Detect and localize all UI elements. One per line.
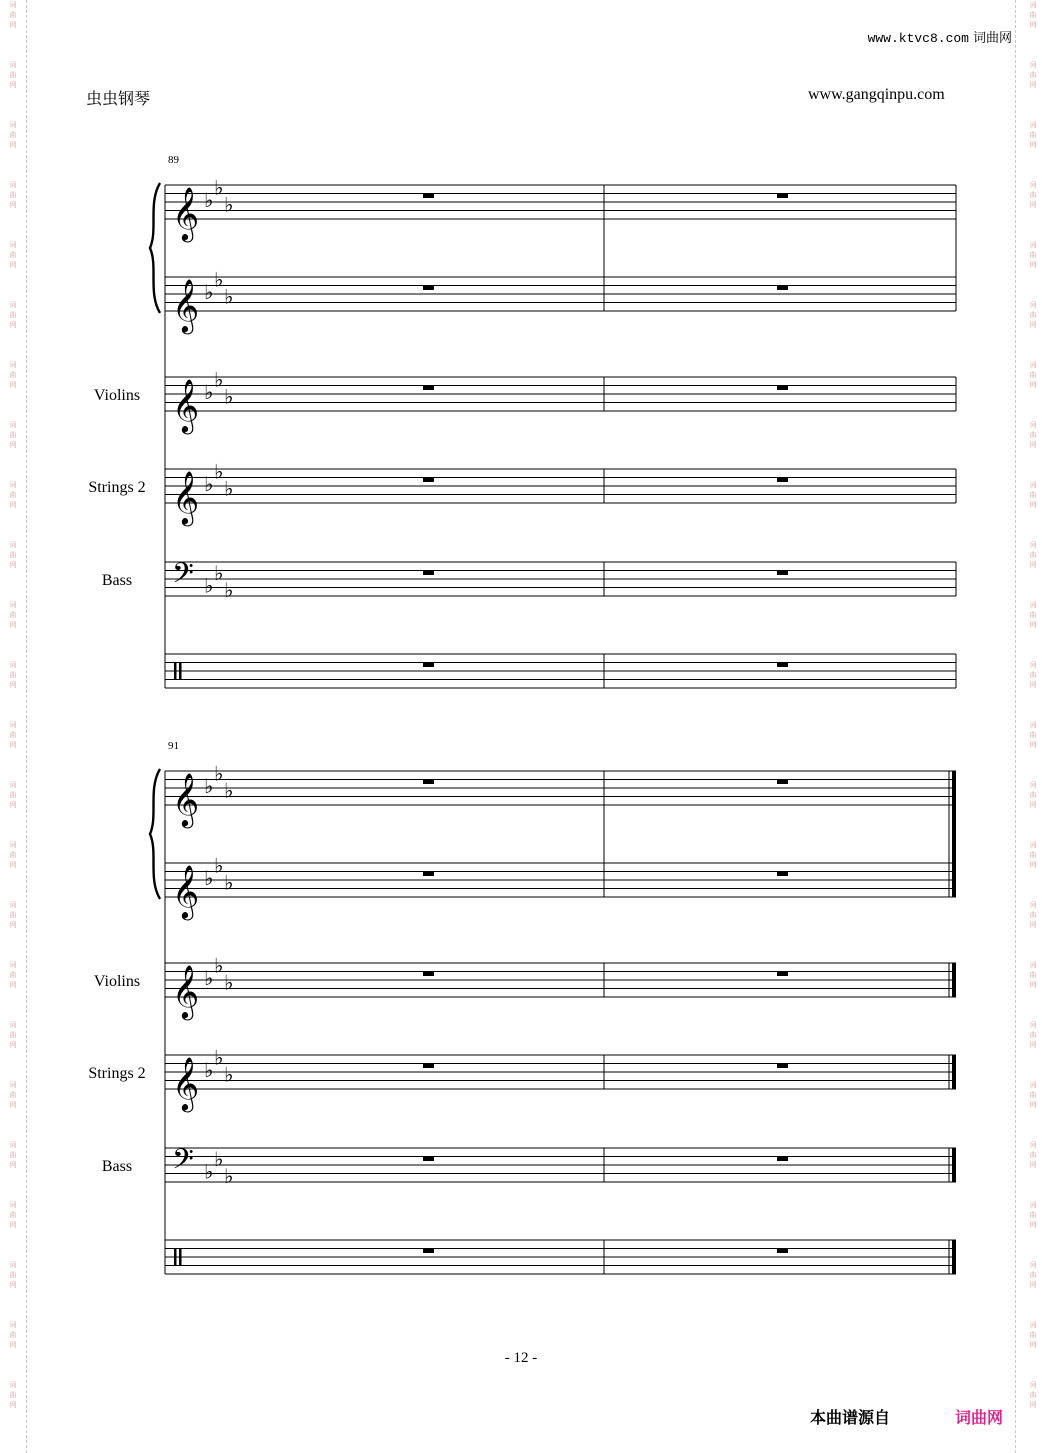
watermark-glyph-stack: 词 曲 网 <box>1029 721 1037 749</box>
whole-rest-icon <box>423 194 434 199</box>
flat-icon: ♭ <box>214 459 224 484</box>
watermark-glyph-stack: 词 曲 网 <box>9 241 17 269</box>
watermark-glyph-stack: 词 曲 网 <box>9 1021 17 1049</box>
flat-icon: ♭ <box>204 380 214 404</box>
whole-rest-icon <box>423 780 434 785</box>
watermark-glyph-stack: 词 曲 网 <box>9 361 17 389</box>
header-site-url: www.gangqinpu.com <box>808 86 945 103</box>
watermark-glyph-stack: 词 曲 网 <box>1029 1141 1037 1169</box>
flat-icon: ♭ <box>214 853 224 878</box>
whole-rest-icon <box>423 478 434 483</box>
watermark-glyph-stack: 词 曲 网 <box>1029 1261 1037 1289</box>
instrument-label: Strings 2 <box>88 1065 146 1082</box>
whole-rest-icon <box>423 571 434 576</box>
watermark-glyph-stack: 词 曲 网 <box>1029 661 1037 689</box>
piano-brace <box>150 769 160 899</box>
watermark-glyph-stack: 词 曲 网 <box>9 1081 17 1109</box>
flat-icon: ♭ <box>224 284 234 309</box>
whole-rest-icon <box>423 386 434 391</box>
treble-clef-icon: 𝄞 <box>172 964 200 1018</box>
whole-rest-icon <box>777 1157 788 1162</box>
final-barline-thick <box>952 963 956 997</box>
watermark-glyph-stack: 词 曲 网 <box>9 961 17 989</box>
watermark-glyph-stack: 词 曲 网 <box>1029 781 1037 809</box>
watermark-glyph-stack: 词 曲 网 <box>1029 961 1037 989</box>
flat-icon: ♭ <box>214 175 224 200</box>
final-barline-thick <box>952 771 956 897</box>
flat-icon: ♭ <box>224 476 234 501</box>
whole-rest-icon <box>423 1249 434 1254</box>
treble-clef-icon: 𝄞 <box>172 772 200 826</box>
whole-rest-icon <box>777 194 788 199</box>
percussion-clef-icon <box>179 1249 182 1266</box>
flat-icon: ♭ <box>224 870 234 895</box>
instrument-label: Bass <box>101 1158 133 1175</box>
flat-icon: ♭ <box>204 472 214 496</box>
watermark-glyph-stack: 词 曲 网 <box>1029 421 1037 449</box>
watermark-glyph-stack: 词 曲 网 <box>9 1381 17 1409</box>
watermark-glyph-stack: 词 曲 网 <box>9 541 17 569</box>
watermark-glyph-stack: 词 曲 网 <box>1029 361 1037 389</box>
flat-icon: ♭ <box>224 970 234 995</box>
watermark-glyph-stack: 词 曲 网 <box>1029 481 1037 509</box>
whole-rest-icon <box>423 286 434 291</box>
footer-brand: 词曲网 <box>955 1408 1004 1427</box>
watermark-glyph-stack: 词 曲 网 <box>1029 241 1037 269</box>
watermark-glyph-stack: 词 曲 网 <box>1029 901 1037 929</box>
whole-rest-icon <box>777 478 788 483</box>
watermark-glyph-stack: 词 曲 网 <box>1029 1021 1037 1049</box>
flat-icon: ♭ <box>204 1058 214 1082</box>
watermark-glyph-stack: 词 曲 网 <box>1029 601 1037 629</box>
whole-rest-icon <box>423 872 434 877</box>
piano-brace <box>150 183 160 313</box>
whole-rest-icon <box>423 1064 434 1069</box>
watermark-glyph-stack: 词 曲 网 <box>9 601 17 629</box>
watermark-glyph-stack: 词 曲 网 <box>9 421 17 449</box>
watermark-glyph-stack: 词 曲 网 <box>9 721 17 749</box>
header-site-title: 虫虫钢琴 <box>86 89 151 108</box>
whole-rest-icon <box>423 972 434 977</box>
flat-icon: ♭ <box>204 966 214 990</box>
whole-rest-icon <box>777 1064 788 1069</box>
watermark-glyph-stack: 词 曲 网 <box>1029 301 1037 329</box>
watermark-glyph-stack: 词 曲 网 <box>1029 841 1037 869</box>
watermark-glyph-stack: 词 曲 网 <box>9 901 17 929</box>
whole-rest-icon <box>423 1157 434 1162</box>
final-barline-thick <box>952 1055 956 1089</box>
whole-rest-icon <box>777 386 788 391</box>
whole-rest-icon <box>423 663 434 668</box>
whole-rest-icon <box>777 663 788 668</box>
watermark-glyph-stack: 词 曲 网 <box>9 661 17 689</box>
top-site-url: www.ktvc8.com <box>867 31 969 46</box>
flat-icon: ♭ <box>204 774 214 798</box>
treble-clef-icon: 𝄞 <box>172 1056 200 1110</box>
watermark-glyph-stack: 词 曲 网 <box>1029 61 1037 89</box>
flat-icon: ♭ <box>214 953 224 978</box>
treble-clef-icon: 𝄞 <box>172 470 200 524</box>
measure-number: 91 <box>168 740 179 752</box>
page-number: - 12 - <box>504 1350 538 1366</box>
flat-icon: ♭ <box>204 573 214 598</box>
watermark-glyph-stack: 词 曲 网 <box>1029 1 1037 29</box>
watermark-glyph-stack: 词 曲 网 <box>9 1321 17 1349</box>
flat-icon: ♭ <box>224 778 234 803</box>
watermark-glyph-stack: 词 曲 网 <box>9 1261 17 1289</box>
instrument-label: Violins <box>93 973 141 990</box>
watermark-glyph-stack: 词 曲 网 <box>9 181 17 209</box>
watermark-glyph-stack: 词 曲 网 <box>9 781 17 809</box>
flat-icon: ♭ <box>214 267 224 292</box>
flat-icon: ♭ <box>214 560 224 585</box>
watermark-glyph-stack: 词 曲 网 <box>9 841 17 869</box>
top-site-name: 词曲网 <box>972 31 1012 46</box>
whole-rest-icon <box>777 872 788 877</box>
flat-icon: ♭ <box>214 367 224 392</box>
whole-rest-icon <box>777 286 788 291</box>
watermark-glyph-stack: 词 曲 网 <box>1029 1081 1037 1109</box>
final-barline-thick <box>952 1148 956 1182</box>
flat-icon: ♭ <box>224 192 234 217</box>
bass-clef-icon: 𝄢 <box>172 557 194 597</box>
instrument-label: Bass <box>101 572 133 589</box>
watermark-glyph-stack: 词 曲 网 <box>1029 1201 1037 1229</box>
instrument-label: Strings 2 <box>88 479 146 496</box>
final-barline-thick <box>952 1240 956 1274</box>
watermark-glyph-stack: 词 曲 网 <box>1029 181 1037 209</box>
flat-icon: ♭ <box>214 1045 224 1070</box>
whole-rest-icon <box>777 1249 788 1254</box>
flat-icon: ♭ <box>214 1146 224 1171</box>
flat-icon: ♭ <box>204 866 214 890</box>
watermark-glyph-stack: 词 曲 网 <box>9 1 17 29</box>
treble-clef-icon: 𝄞 <box>172 278 200 332</box>
treble-clef-icon: 𝄞 <box>172 864 200 918</box>
flat-icon: ♭ <box>224 577 234 602</box>
watermark-glyph-stack: 词 曲 网 <box>9 301 17 329</box>
flat-icon: ♭ <box>224 1062 234 1087</box>
watermark-glyph-stack: 词 曲 网 <box>9 481 17 509</box>
treble-clef-icon: 𝄞 <box>172 186 200 240</box>
whole-rest-icon <box>777 972 788 977</box>
flat-icon: ♭ <box>224 1163 234 1188</box>
watermark-glyph-stack: 词 曲 网 <box>9 121 17 149</box>
measure-number: 89 <box>168 154 179 166</box>
footer-source-text: 本曲谱源自 <box>810 1408 891 1427</box>
flat-icon: ♭ <box>214 761 224 786</box>
flat-icon: ♭ <box>204 188 214 212</box>
watermark-glyph-stack: 词 曲 网 <box>1029 121 1037 149</box>
treble-clef-icon: 𝄞 <box>172 378 200 432</box>
watermark-glyph-stack: 词 曲 网 <box>1029 1321 1037 1349</box>
watermark-glyph-stack: 词 曲 网 <box>9 1201 17 1229</box>
percussion-clef-icon <box>174 1249 177 1266</box>
whole-rest-icon <box>777 571 788 576</box>
watermark-glyph-stack: 词 曲 网 <box>9 61 17 89</box>
flat-icon: ♭ <box>204 1159 214 1184</box>
flat-icon: ♭ <box>224 384 234 409</box>
instrument-label: Violins <box>93 387 141 404</box>
watermark-glyph-stack: 词 曲 网 <box>9 1141 17 1169</box>
flat-icon: ♭ <box>204 280 214 304</box>
watermark-glyph-stack: 词 曲 网 <box>1029 541 1037 569</box>
whole-rest-icon <box>777 780 788 785</box>
watermark-glyph-stack: 词 曲 网 <box>1029 1381 1037 1409</box>
percussion-clef-icon <box>179 663 182 680</box>
bass-clef-icon: 𝄢 <box>172 1143 194 1183</box>
percussion-clef-icon <box>174 663 177 680</box>
